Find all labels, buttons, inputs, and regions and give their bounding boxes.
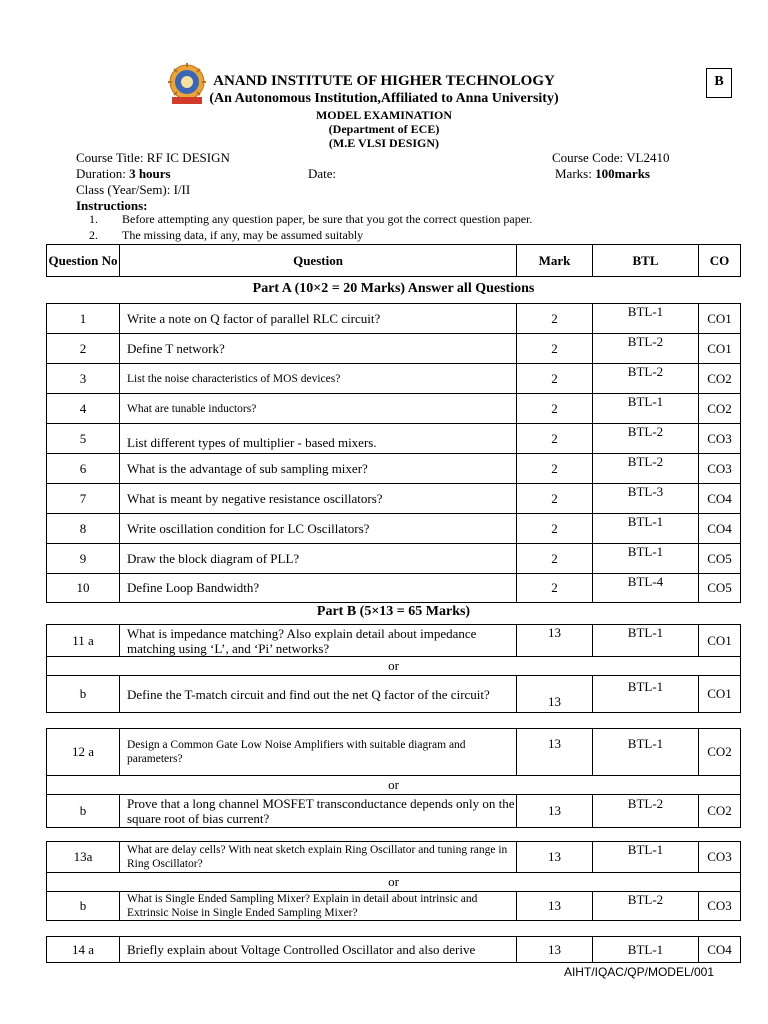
- instruction-text: Before attempting any question paper, be sure that you got the correct question paper.: [122, 212, 533, 226]
- question-no: 1: [47, 304, 120, 333]
- question-btl: BTL-2: [593, 334, 699, 363]
- question-co: CO1: [707, 632, 732, 648]
- question-btl: BTL-2: [593, 424, 699, 453]
- institute-name: ANAND INSTITUTE OF HIGHER TECHNOLOGY: [213, 73, 555, 89]
- question-text: What is the advantage of sub sampling mixer?: [120, 454, 517, 483]
- header-question-no: Question No: [47, 245, 120, 276]
- table-row: [46, 573, 741, 603]
- question-co: CO5: [707, 580, 732, 595]
- question-btl: BTL-1: [593, 304, 699, 333]
- marks: Marks: 100marks: [555, 166, 650, 181]
- table-row: [46, 363, 741, 394]
- table-row: [46, 303, 741, 334]
- instruction-num: 2.: [89, 228, 98, 242]
- question-mark: 2: [517, 454, 593, 483]
- question-text: List different types of multiplier - based mixers.: [120, 424, 517, 453]
- part-a-title: Part A (10×2 = 20 Marks) Answer all Questions: [252, 281, 535, 296]
- table-row: [46, 624, 741, 657]
- course-code: Course Code: VL2410: [552, 150, 670, 165]
- table-row: [46, 333, 741, 364]
- question-mark: 13: [517, 892, 593, 920]
- question-btl: BTL-2: [593, 454, 699, 483]
- table-row: [46, 728, 741, 776]
- question-no: 4: [47, 394, 120, 423]
- question-no: 5: [47, 424, 120, 453]
- question-mark: 2: [517, 364, 593, 393]
- question-no: 3: [47, 364, 120, 393]
- header-btl: BTL: [593, 245, 699, 276]
- date: Date:: [308, 166, 337, 181]
- question-btl: BTL-1: [593, 544, 699, 573]
- question-btl: BTL-2: [593, 892, 699, 920]
- question-co: CO2: [707, 803, 732, 818]
- question-mark: 13: [517, 842, 593, 872]
- table-row: [46, 841, 741, 873]
- header-question: Question: [120, 245, 517, 276]
- question-no: 11 a: [47, 625, 120, 656]
- question-text: What are tunable inductors?: [120, 394, 517, 423]
- question-co: CO4: [707, 941, 732, 957]
- question-mark: 13: [517, 795, 593, 827]
- question-btl: BTL-1: [593, 937, 699, 962]
- question-mark: 13: [517, 937, 593, 962]
- question-btl: BTL-2: [593, 364, 699, 393]
- table-row: [46, 483, 741, 514]
- question-text: What is Single Ended Sampling Mixer? Explain in detail about intrinsic and Extrinsic Noise in Single Ended Sampling Mixer?: [120, 892, 517, 920]
- question-no: 6: [47, 454, 120, 483]
- question-co: CO2: [707, 744, 732, 759]
- class-year-sem: Class (Year/Sem): I/II: [76, 182, 191, 197]
- institute-subtitle: (An Autonomous Institution,Affiliated to Anna University): [209, 91, 559, 106]
- question-co: CO3: [707, 849, 732, 864]
- question-btl: BTL-1: [593, 729, 699, 775]
- question-mark: 13: [517, 676, 593, 712]
- programme: (M.E VLSI DESIGN): [328, 136, 440, 150]
- question-text: What are delay cells? With neat sketch explain Ring Oscillator and tuning range in Ring Oscillator?: [120, 842, 517, 872]
- question-no: b: [47, 892, 120, 920]
- instruction-num: 1.: [89, 212, 98, 226]
- question-text: What is meant by negative resistance oscillators?: [120, 484, 517, 513]
- document-code: AIHT/IQAC/QP/MODEL/001: [563, 965, 714, 979]
- question-co: CO3: [707, 898, 732, 913]
- question-no: 13a: [47, 842, 120, 872]
- question-btl: BTL-1: [593, 625, 699, 656]
- question-text: Define T network?: [120, 334, 517, 363]
- or-divider: or: [46, 775, 741, 795]
- question-text: List the noise characteristics of MOS devices?: [120, 364, 517, 393]
- question-text: Define the T-match circuit and find out the net Q factor of the circuit?: [120, 676, 517, 712]
- question-mark: 13: [517, 625, 593, 656]
- part-b-title: Part B (5×13 = 65 Marks): [316, 604, 471, 619]
- question-no: b: [47, 795, 120, 827]
- question-text: Write a note on Q factor of parallel RLC circuit?: [120, 304, 517, 333]
- exam-title: MODEL EXAMINATION: [315, 108, 453, 122]
- question-mark: 2: [517, 514, 593, 543]
- table-row: [46, 513, 741, 544]
- question-no: 10: [47, 574, 120, 602]
- question-co: CO2: [707, 370, 732, 386]
- question-no: 12 a: [47, 729, 120, 775]
- question-mark: 2: [517, 574, 593, 602]
- department: (Department of ECE): [328, 122, 440, 136]
- question-mark: 2: [517, 304, 593, 333]
- table-row: [46, 675, 741, 713]
- question-co: CO2: [707, 400, 732, 416]
- header-mark: Mark: [517, 245, 593, 276]
- header-co: CO: [709, 252, 730, 268]
- question-text: Draw the block diagram of PLL?: [120, 544, 517, 573]
- question-btl: BTL-1: [593, 676, 699, 712]
- question-no: 14 a: [47, 937, 120, 962]
- question-btl: BTL-3: [593, 484, 699, 513]
- question-co: CO1: [707, 340, 732, 356]
- question-text: Design a Common Gate Low Noise Amplifiers with suitable diagram and parameters?: [120, 729, 517, 775]
- duration: Duration: 3 hours: [76, 166, 171, 181]
- question-btl: BTL-2: [593, 795, 699, 827]
- instruction-text: The missing data, if any, may be assumed suitably: [122, 228, 364, 242]
- question-btl: BTL-1: [593, 842, 699, 872]
- question-text: What is impedance matching? Also explain detail about impedance matching using ‘L’, and ‘Pi’ networks?: [120, 625, 517, 656]
- question-mark: 2: [517, 394, 593, 423]
- question-co: CO4: [707, 490, 732, 506]
- question-btl: BTL-1: [593, 514, 699, 543]
- question-co: CO4: [707, 520, 732, 536]
- or-divider: or: [46, 656, 741, 676]
- table-row: [46, 543, 741, 574]
- question-co: CO5: [707, 550, 732, 566]
- question-co: CO1: [707, 686, 732, 701]
- question-no: 2: [47, 334, 120, 363]
- question-btl: BTL-1: [593, 394, 699, 423]
- question-co: CO3: [707, 460, 732, 476]
- table-row: [46, 936, 741, 963]
- question-mark: 2: [517, 484, 593, 513]
- question-set-badge: B: [706, 68, 732, 98]
- table-row: [46, 891, 741, 921]
- question-text: Prove that a long channel MOSFET transconductance depends only on the square root of bias current?: [120, 795, 517, 827]
- or-divider: or: [46, 872, 741, 892]
- question-btl: BTL-4: [593, 574, 699, 602]
- question-mark: 2: [517, 334, 593, 363]
- question-no: 9: [47, 544, 120, 573]
- question-no: 8: [47, 514, 120, 543]
- question-mark: 2: [517, 424, 593, 453]
- question-text: Define Loop Bandwidth?: [120, 574, 517, 602]
- question-co: CO1: [707, 310, 732, 326]
- instructions-title: Instructions:: [76, 198, 148, 213]
- question-no: 7: [47, 484, 120, 513]
- question-mark: 13: [517, 729, 593, 775]
- question-no: b: [47, 676, 120, 712]
- table-header: [46, 244, 741, 277]
- table-row: [46, 393, 741, 424]
- table-row: [46, 453, 741, 484]
- question-text: Briefly explain about Voltage Controlled Oscillator and also derive: [120, 937, 517, 962]
- question-text: Write oscillation condition for LC Oscillators?: [120, 514, 517, 543]
- table-row: [46, 423, 741, 454]
- question-mark: 2: [517, 544, 593, 573]
- course-title: Course Title: RF IC DESIGN: [76, 150, 230, 165]
- table-row: [46, 794, 741, 828]
- question-co: CO3: [707, 430, 732, 446]
